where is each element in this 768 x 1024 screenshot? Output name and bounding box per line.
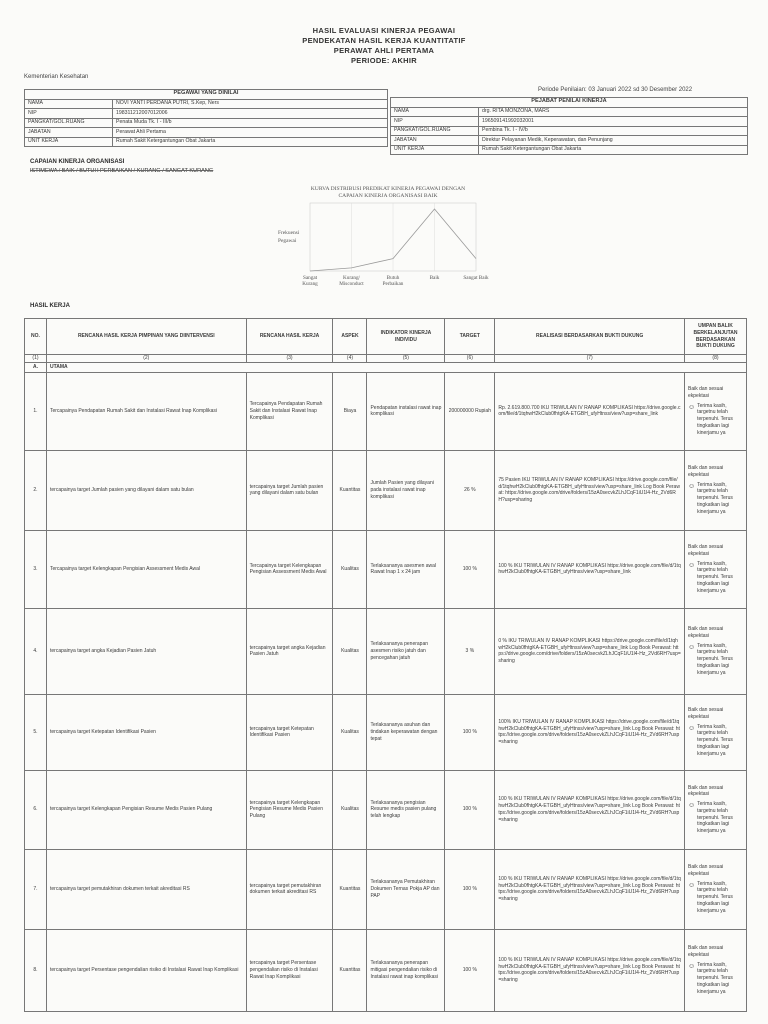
- smiley-icon: ☺: [687, 962, 696, 970]
- umpan-balik-comment: Terima kasih, targetnu telah terpenuhi. Terus tingkatkan lagi kinerjamu ya: [697, 642, 733, 676]
- chart-tick-label: Butuh: [386, 275, 400, 281]
- chart-title-line2: CAPAIAN KINERJA ORGANISASI BAIK: [338, 193, 438, 199]
- umpan-balik-cell: [684, 372, 746, 450]
- pegawai-label: NIP: [25, 109, 113, 119]
- smiley-icon: ☺: [687, 561, 696, 569]
- target-cell: 100 %: [445, 849, 495, 929]
- realisasi-cell: 100 % IKU TRIWULAN IV RANAP KOMPLIKASI https://drive.google.com/file/d/1tqhwH2kClub0fhtgKA-ETGBH_ufyHtnss/view?usp=share_link: [495, 530, 685, 608]
- row-number: 2.: [25, 450, 47, 530]
- umpan-balik-rating: Baik dan sesuai ekpektasi: [687, 784, 724, 798]
- row-number: 5.: [25, 694, 47, 770]
- col-header-umpan-balik: UMPAN BALIK BERKELANJUTAN BERDASARKAN BUKTI DUKUNG: [684, 319, 746, 355]
- col-number: (2): [46, 355, 246, 363]
- pegawai-label: PANGKAT/GOL.RUANG: [25, 118, 113, 128]
- col-number: (7): [495, 355, 685, 363]
- umpan-balik-rating: Baik dan sesuai ekpektasi: [687, 864, 724, 877]
- aspek-cell: Kualitas: [333, 530, 367, 608]
- rhk-pimpinan-cell: tercapainya target Ketepatan Identifikasi Pasien: [46, 694, 246, 770]
- umpan-balik-comment: Terima kasih, targetnu telah terpenuhi. Terus tingkatkan lagi kinerjamu ya: [697, 560, 733, 594]
- pegawai-label: JABATAN: [25, 128, 113, 138]
- pegawai-table: [24, 89, 388, 147]
- capaian-scale-text: ISTIMEWA / BAIK / BUTUH PERBAIKAN / KURANG / SANGAT KURANG: [30, 168, 214, 174]
- table-row: [25, 929, 747, 1011]
- indikator-cell: Terlaksananya penerapan asesmen risiko jatuh dan pencegahan jatuh: [367, 608, 445, 694]
- row-number: 6.: [25, 770, 47, 849]
- pejabat-label: NAMA: [391, 107, 479, 117]
- realisasi-cell: Rp. 2.619.800.700 IKU TRIWULAN IV RANAP KOMPLIKASI https://drive.google.com/file/d/1tqhwH2kClub0fhtgKA-ETGBH_ufyHtnss/view?usp=share_link: [495, 372, 685, 450]
- indikator-cell: Terlaksananya asuhan dan tindakan keperawatan dengan tepat: [367, 694, 445, 770]
- smiley-icon: ☺: [687, 643, 696, 651]
- smiley-icon: ☺: [687, 724, 696, 732]
- umpan-balik-cell: [684, 450, 746, 530]
- rhk-cell: Tercapainya Pendapatan Rumah Sakit dan Instalasi Rawat Inap Komplikasi: [246, 372, 333, 450]
- col-header-target: TARGET: [445, 319, 495, 355]
- chart-tick-label: Kurang/: [343, 275, 360, 281]
- col-header-rhk: RENCANA HASIL KERJA: [246, 319, 333, 355]
- table-row: [25, 372, 747, 450]
- doc-title-line2: PENDEKATAN HASIL KERJA KUANTITATIF: [302, 36, 466, 45]
- rhk-pimpinan-cell: tercapainya target pemutakhiran dokumen terkait akreditasi RS: [46, 849, 246, 929]
- realisasi-cell: 100 % IKU TRIWULAN IV RANAP KOMPLIKASI https://drive.google.com/file/d/1tqhwH2kClub0fhtgKA-ETGBH_ufyHtnss/view?usp=share_link Log Book Perawat: https://drive.google.com/drive/folders/15zA0secvkZLhJCqF1iU1l4-Hz_2Vd6RH?usp=sharing: [495, 929, 685, 1011]
- aspek-cell: Kuantitas: [333, 929, 367, 1011]
- chart-tick-label: Kurang: [302, 281, 318, 287]
- distribution-chart: [270, 183, 505, 301]
- table-row: [25, 770, 747, 849]
- umpan-balik-rating: Baik dan sesuai ekpektasi: [687, 707, 724, 720]
- rhk-pimpinan-cell: tercapainya target Jumlah pasien yang dilayani dalam satu bulan: [46, 450, 246, 530]
- umpan-balik-cell: [684, 849, 746, 929]
- umpan-balik-rating: Baik dan sesuai ekpektasi: [687, 626, 724, 639]
- smiley-icon: ☺: [687, 403, 696, 411]
- table-row: [25, 694, 747, 770]
- realisasi-cell: 100 % IKU TRIWULAN IV RANAP KOMPLIKASI https://drive.google.com/file/d/1tqhwH2kClub0fhtgKA-ETGBH_ufyHtnss/view?usp=share_link Log Book Perawat: https://drive.google.com/drive/folders/15zA0secvkZLhJCqF1iU1l4-Hz_2Vd6RH?usp=sharing: [495, 770, 685, 849]
- section-letter: A.: [25, 363, 47, 373]
- capaian-title: CAPAIAN KINERJA ORGANISASI: [30, 159, 125, 165]
- pejabat-table: [390, 97, 748, 155]
- hasil-kerja-title: HASIL KERJA: [30, 303, 70, 309]
- col-header-rhk-pimpinan: RENCANA HASIL KERJA PIMPINAN YANG DIINTERVENSI: [46, 319, 246, 355]
- row-number: 4.: [25, 608, 47, 694]
- chart-tick-label: Misconduct: [339, 281, 364, 287]
- rhk-pimpinan-cell: tercapainya target Kelengkapan Pengisian Resume Medis Pasien Pulang: [46, 770, 246, 849]
- umpan-balik-cell: [684, 770, 746, 849]
- umpan-balik-rating: Baik dan sesuai ekpektasi: [687, 544, 724, 557]
- aspek-cell: Kualitas: [333, 608, 367, 694]
- chart-ylabel-line1: Frekuensi: [278, 230, 300, 236]
- hasil-kerja-table: [24, 318, 747, 1012]
- aspek-cell: Kuantitas: [333, 450, 367, 530]
- umpan-balik-rating: Baik dan sesuai ekpektasi: [687, 465, 724, 478]
- pejabat-label: JABATAN: [391, 136, 479, 146]
- col-header-realisasi: REALISASI BERDASARKAN BUKTI DUKUNG: [495, 319, 685, 355]
- pejabat-label: UNIT KERJA: [391, 145, 479, 155]
- target-cell: 100 %: [445, 770, 495, 849]
- indikator-cell: Jumlah Pasien yang dilayani pada instalasi rawat inap komplikasi: [367, 450, 445, 530]
- realisasi-cell: 100 % IKU TRIWULAN IV RANAP KOMPLIKASI https://drive.google.com/file/d/1tqhwH2kClub0fhtgKA-ETGBH_ufyHtnss/view?usp=share_link Log Book Perawat: https://drive.google.com/drive/folders/15zA0secvkZLhJCqF1iU1l4-Hz_2Vd6RH?usp=sharing: [495, 849, 685, 929]
- indikator-cell: Terlaksananya asesmen awal Rawat Inap 1 x 24 jam: [367, 530, 445, 608]
- chart-tick-label: Baik: [429, 275, 440, 281]
- indikator-cell: Pendapatan instalasi rawat inap komplikasi: [367, 372, 445, 450]
- aspek-cell: Biaya: [333, 372, 367, 450]
- umpan-balik-rating: Baik dan sesuai ekpektasi: [687, 945, 724, 958]
- table-row: [25, 530, 747, 608]
- pejabat-title: PEJABAT PENILAI KINERJA: [391, 98, 748, 108]
- capaian-scale: [30, 168, 213, 174]
- aspek-cell: Kuantitas: [333, 849, 367, 929]
- pegawai-value: Penata Muda Tk. I - III/b: [113, 118, 388, 128]
- smiley-icon: ☺: [687, 881, 696, 889]
- rhk-cell: tercapainya target angka Kejadian Pasien Jatuh: [246, 608, 333, 694]
- target-cell: 26 %: [445, 450, 495, 530]
- umpan-balik-comment: Terima kasih, targetnu telah terpenuhi. Terus tingkatkan lagi kinerjamu ya: [697, 481, 733, 515]
- umpan-balik-comment: Terima kasih, targetnu telah terpenuhi. Terus tingkatkan lagi kinerjamu ya: [697, 723, 733, 757]
- col-number: (4): [333, 355, 367, 363]
- pejabat-value: Rumah Sakit Ketergantungan Obat Jakarta: [479, 145, 748, 155]
- pejabat-label: NIP: [391, 117, 479, 127]
- rhk-cell: tercapainya target pemutakhiran dokumen terkait akreditasi RS: [246, 849, 333, 929]
- umpan-balik-comment: Terima kasih, targetnu telah terpenuhi. Terus tingkatkan lagi kinerjamu ya: [697, 402, 733, 436]
- chart-tick-label: Sangat Baik: [463, 275, 489, 281]
- aspek-cell: Kualitas: [333, 694, 367, 770]
- indikator-cell: Terlaksananya penerapan mitigasi pengendalian risiko di Instalasi rawat inap komplikasi: [367, 929, 445, 1011]
- doc-title-line4: PERIODE: AKHIR: [350, 56, 417, 65]
- umpan-balik-cell: [684, 530, 746, 608]
- pegawai-value: Rumah Sakit Ketergantungan Obat Jakarta: [113, 137, 388, 147]
- target-cell: 100 %: [445, 929, 495, 1011]
- section-title: UTAMA: [46, 363, 746, 373]
- umpan-balik-comment: Terima kasih, targetnu telah terpenuhi. Terus tingkatkan lagi kinerjamu ya: [697, 961, 733, 995]
- target-cell: 100 %: [445, 530, 495, 608]
- period-label: Periode Penilaian: 03 Januari 2022 sd 30 Desember 2022: [538, 87, 693, 93]
- col-header-no: NO.: [25, 319, 47, 355]
- pejabat-value: 196509141992032001: [479, 117, 748, 127]
- realisasi-cell: 0 % IKU TRIWULAN IV RANAP KOMPLIKASI https://drive.google.com/file/d/1tqhwH2kClub0fhtgKA-ETGBH_ufyHtnss/view?usp=share_link Log Book Perawat: https://drive.google.com/drive/folders/15zA0secvkZLhJCqF1iU1l4-Hz_2Vd6RH?usp=sharing: [495, 608, 685, 694]
- target-cell: 200000000 Rupiah: [445, 372, 495, 450]
- doc-title-line3: PERAWAT AHLI PERTAMA: [333, 46, 435, 55]
- chart-title-line1: KURVA DISTRIBUSI PREDIKAT KINERJA PEGAWAI DENGAN: [310, 186, 466, 192]
- aspek-cell: Kualitas: [333, 770, 367, 849]
- rhk-cell: tercapainya target Persentase pengendalian risiko di Instalasi Rawat Inap Komplikasi: [246, 929, 333, 1011]
- rhk-cell: tercapainya target Jumlah pasien yang dilayani dalam satu bulan: [246, 450, 333, 530]
- table-row: [25, 450, 747, 530]
- col-number: (1): [25, 355, 47, 363]
- target-cell: 3 %: [445, 608, 495, 694]
- pejabat-value: Direktur Pelayanan Medik, Keperawatan, dan Penunjang: [479, 136, 748, 146]
- row-number: 3.: [25, 530, 47, 608]
- col-number: (3): [246, 355, 333, 363]
- chart-ylabel-line2: Pegawai: [278, 238, 297, 244]
- umpan-balik-cell: [684, 608, 746, 694]
- row-number: 8.: [25, 929, 47, 1011]
- col-header-indikator: INDIKATOR KINERJA INDIVIDU: [367, 319, 445, 355]
- pegawai-title: PEGAWAI YANG DINILAI: [25, 90, 388, 100]
- indikator-cell: Terlaksananya Pemutakhiran Dokumen Ternas Pokja AP dan PAP: [367, 849, 445, 929]
- chart-tick-label: Perbaikan: [382, 281, 404, 287]
- umpan-balik-comment: Terima kasih, targetnu telah terpenuhi. Terus tingkatkan lagi kinerjamu ya: [697, 801, 733, 835]
- rhk-cell: tercapainya target Ketepatan Identifikasi Pasien: [246, 694, 333, 770]
- col-number: (5): [367, 355, 445, 363]
- ministry-label: Kementerian Kesehatan: [24, 74, 89, 80]
- col-number: (8): [684, 355, 746, 363]
- pejabat-value: drg. RITA MONZONA, MARS: [479, 107, 748, 117]
- indikator-cell: Terlaksananya pengisian Resume medis pasien pulang telah lengkap: [367, 770, 445, 849]
- smiley-icon: ☺: [687, 802, 696, 810]
- rhk-pimpinan-cell: Tercapainya Pendapatan Rumah Sakit dan Instalasi Rawat Inap Komplikasi: [46, 372, 246, 450]
- col-header-aspek: ASPEK: [333, 319, 367, 355]
- rhk-pimpinan-cell: tercapainya target Persentase pengendalian risiko di Instalasi Rawat Inap Komplikasi: [46, 929, 246, 1011]
- pegawai-label: UNIT KERJA: [25, 137, 113, 147]
- rhk-pimpinan-cell: Tercapainya target Kelengkapan Pengisian Assessment Medis Awal: [46, 530, 246, 608]
- umpan-balik-rating: Baik dan sesuai ekpektasi: [687, 386, 724, 399]
- pejabat-value: Pembina Tk. I - IV/b: [479, 126, 748, 136]
- pegawai-value: 198311212007012006: [113, 109, 388, 119]
- row-number: 1.: [25, 372, 47, 450]
- umpan-balik-cell: [684, 929, 746, 1011]
- col-number: (6): [445, 355, 495, 363]
- chart-tick-label: Sangat: [302, 275, 318, 281]
- doc-title-line1: HASIL EVALUASI KINERJA PEGAWAI: [312, 26, 456, 35]
- rhk-pimpinan-cell: tercapainya target angka Kejadian Pasien Jatuh: [46, 608, 246, 694]
- realisasi-cell: 100% IKU TRIWULAN IV RANAP KOMPLIKASI https://drive.google.com/file/d/1tqhwH2kClub0fhtgKA-ETGBH_ufyHtnss/view?usp=share_link Log Book Perawat: https://drive.google.com/drive/folders/15zA0secvkZLhJCqF1iU1l4-Hz_2Vd6RH?usp=sharing: [495, 694, 685, 770]
- realisasi-cell: 75 Pasien IKU TRIWULAN IV RANAP KOMPLIKASI https://drive.google.com/file/d/1tqhwH2kClub0fhtgKA-ETGBH_ufyHtnss/view?usp=share_link Log Book Perawat: https://drive.google.com/drive/folders/15zA0secvkZLhJCqF1iU1l4-Hz_2Vd6RH?usp=sharing: [495, 450, 685, 530]
- rhk-cell: Tercapainya target Kelengkapan Pengisian Assessment Medis Awal: [246, 530, 333, 608]
- target-cell: 100 %: [445, 694, 495, 770]
- smiley-icon: ☺: [687, 482, 696, 490]
- table-row: [25, 849, 747, 929]
- table-row: [25, 608, 747, 694]
- rhk-cell: tercapainya target Kelengkapan Pengisian Resume Medis Pasien Pulang: [246, 770, 333, 849]
- pejabat-label: PANGKAT/GOL.RUANG: [391, 126, 479, 136]
- pegawai-value: NOVI YANTI PERDANA PUTRI, S.Kep, Ners: [113, 99, 388, 109]
- pegawai-value: Perawat Ahli Pertama: [113, 128, 388, 138]
- umpan-balik-cell: [684, 694, 746, 770]
- pegawai-label: NAMA: [25, 99, 113, 109]
- row-number: 7.: [25, 849, 47, 929]
- umpan-balik-comment: Terima kasih, targetnu telah terpenuhi. Terus tingkatkan lagi kinerjamu ya: [697, 880, 733, 914]
